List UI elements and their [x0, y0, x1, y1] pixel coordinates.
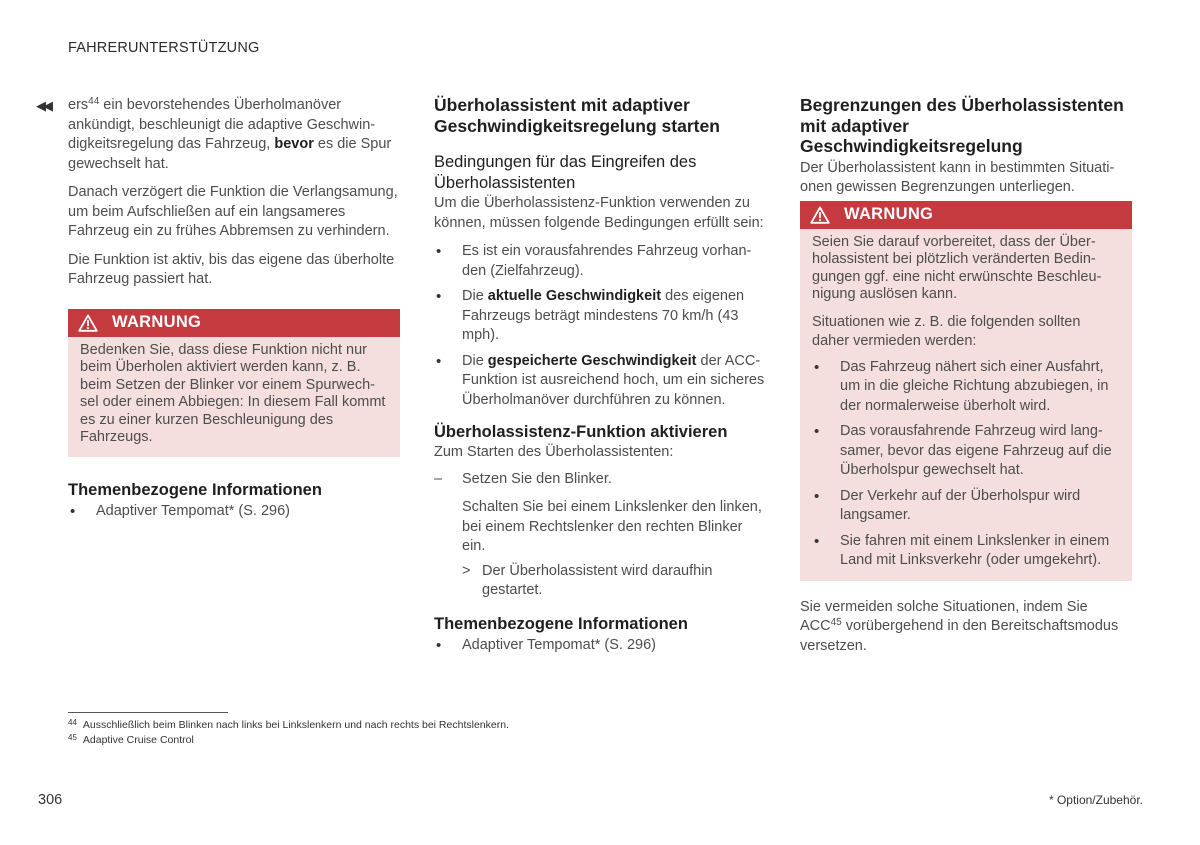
warning-box: [68, 309, 400, 457]
section-heading: Überholassistent mit adaptiver Geschwindigkeitsregelung starten: [434, 95, 720, 136]
warning-body: [800, 229, 1132, 581]
result-arrow: >: [462, 562, 471, 579]
subheading: Bedingungen für das Eingreifen des Überholassistenten: [434, 153, 697, 192]
column-3: [800, 95, 1132, 656]
warning-text: Seien Sie darauf vorbereitet, dass der Überholassistent bei plötzlich veränderten Bedingungen ggf. eine nicht erwünschte Beschleunigung auslösen kann.: [812, 233, 1102, 302]
list-item: • Der Verkehr auf der Überholspur wird langsamer.: [812, 487, 1120, 526]
footnote-divider: [68, 712, 228, 713]
column-1: [68, 96, 400, 521]
warning-box: [800, 201, 1132, 581]
footnote: $^{44}$ Ausschließlich beim Blinken nach links bei Linkslenkern und nach rechts bei Rechtslenkern.: [68, 718, 509, 731]
warning-header: [68, 309, 400, 337]
warning-text: Bedenken Sie, dass diese Funktion nicht nur beim Überholen aktiviert werden kann, z. B. beim Setzen der Blinker vor einem Spurwechsel oder einem Abbiegen: In diesem Fall kommt es zu einer kurzen Beschleunigung des Fahrzeugs.: [80, 341, 386, 445]
section-heading: Begrenzungen des Überholassistenten mit adaptiver Geschwindigkeitsregelung: [800, 95, 1124, 156]
paragraph: Zum Starten des Überholassistenten:: [434, 444, 674, 460]
result-text: Der Überholassistent wird daraufhin gestartet.: [482, 562, 713, 598]
list-item: • Die gespeicherte Geschwindigkeit der ACC-Funktion ist ausreichend hoch, um ein sicheres Überholmanöver durchführen zu können.: [434, 352, 766, 411]
footnote-ref[interactable]: 45: [830, 617, 842, 628]
paragraph: Der Überholassistent kann in bestimmten Situationen gewissen Begrenzungen unterliegen.: [800, 159, 1115, 195]
paragraph: Um die Überholassistenz-Funktion verwenden zu können, müssen folgende Bedingungen erfüllt sein:: [434, 195, 764, 231]
warning-header: [800, 201, 1132, 229]
related-heading: Themenbezogene Informationen: [434, 614, 688, 633]
related-link[interactable]: • Adaptiver Tempomat* (S. 296): [434, 636, 766, 656]
footnote-ref[interactable]: 44: [88, 96, 100, 107]
option-note: * Option/Zubehör.: [1048, 793, 1143, 807]
warning-title: WARNUNG: [844, 204, 934, 223]
list-item: • Sie fahren mit einem Linkslenker in einem Land mit Linksverkehr (oder umgekehrt).: [812, 532, 1120, 571]
paragraph: Danach verzögert die Funktion die Verlangsamung, um beim Aufschließen auf ein langsameres Fahrzeug ein zu frühes Abbremsen zu verhindern.: [68, 184, 398, 239]
list-item: • Es ist ein vorausfahrendes Fahrzeug vorhanden (Zielfahrzeug).: [434, 242, 766, 281]
double-chevron-left-icon[interactable]: ◀◀: [36, 98, 50, 113]
related-link[interactable]: • Adaptiver Tempomat* (S. 296): [68, 502, 400, 522]
list-item: • Die aktuelle Geschwindigkeit des eigenen Fahrzeugs beträgt mindestens 70 km/h (43 mph).: [434, 287, 766, 346]
related-heading: Themenbezogene Informationen: [68, 480, 322, 499]
warning-body: [68, 337, 400, 457]
warning-text: Situationen wie z. B. die folgenden sollten daher vermieden werden:: [812, 313, 1081, 349]
footnote: $^{45}$ Adaptive Cruise Control: [68, 733, 194, 746]
step-note: Schalten Sie bei einem Linkslenker den linken, bei einem Rechtslenker den rechten Blinker ein.: [462, 499, 762, 554]
paragraph: ers$^{44}$ ein bevorstehendes Überholmanöver ankündigt, beschleunigt die adaptive Geschwindigkeitsregelung das Fahrzeug, bevor es die Spur gewechselt hat.: [68, 96, 392, 172]
step-text: Setzen Sie den Blinker.: [462, 470, 612, 487]
subheading: Überholassistenz-Funktion aktivieren: [434, 423, 728, 441]
paragraph: Sie vermeiden solche Situationen, indem Sie ACC$^{45}$ vorübergehend in den Bereitschaftsmodus versetzen.: [800, 598, 1119, 654]
paragraph: Die Funktion ist aktiv, bis das eigene das überholte Fahrzeug passiert hat.: [68, 251, 395, 287]
warning-title: WARNUNG: [112, 312, 202, 331]
page-number: 306: [38, 792, 63, 808]
list-item: • Das Fahrzeug nähert sich einer Ausfahrt, um in die gleiche Richtung abzubiegen, in der normalerweise überholt wird.: [812, 358, 1120, 417]
warning-triangle-icon: [78, 314, 98, 332]
warning-triangle-icon: [810, 206, 830, 224]
step-dash: –: [434, 470, 443, 487]
section-title: FAHRERUNTERSTÜTZUNG: [68, 40, 260, 56]
step: [434, 470, 766, 490]
footnotes: [68, 718, 509, 748]
step-result: [434, 562, 766, 601]
list-item: • Das vorausfahrende Fahrzeug wird langsamer, bevor das eigene Fahrzeug auf die Überholspur gewechselt hat.: [812, 422, 1120, 481]
column-2: [434, 95, 766, 655]
